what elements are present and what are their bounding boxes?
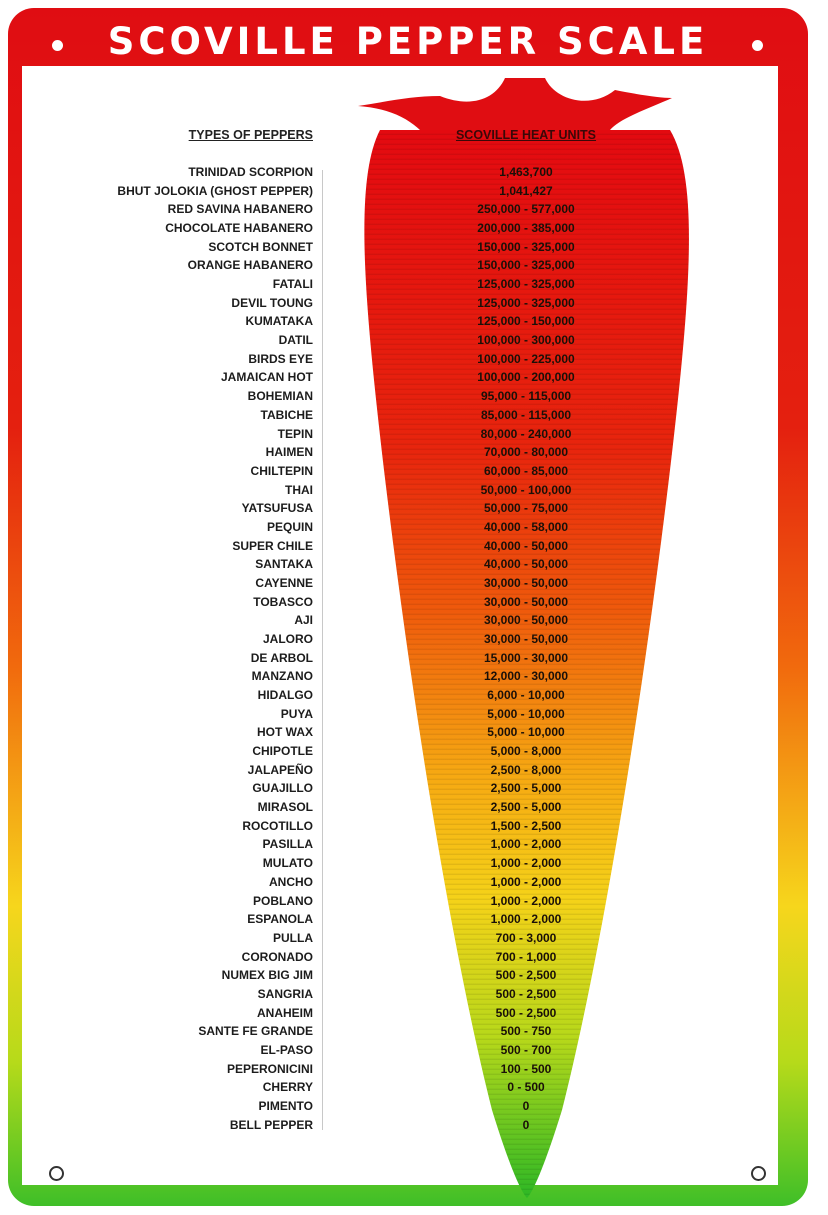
pepper-name: NUMEX BIG JIM (221, 968, 313, 983)
pepper-row (0, 219, 828, 238)
pepper-heat-units: 50,000 - 75,000 (483, 501, 569, 516)
pepper-row (0, 1004, 828, 1023)
pepper-name: CHERRY (262, 1080, 313, 1095)
pepper-row (0, 854, 828, 873)
pepper-heat-units: 125,000 - 150,000 (477, 314, 575, 329)
pepper-name: THAI (285, 482, 313, 497)
pepper-row (0, 910, 828, 929)
pepper-row (0, 1060, 828, 1079)
page-title: SCOVILLE PEPPER SCALE (107, 19, 709, 63)
pepper-heat-units: 200,000 - 385,000 (477, 221, 575, 236)
pepper-row (0, 649, 828, 668)
pepper-row (0, 238, 828, 257)
pepper-name: PASILLA (262, 837, 313, 852)
pepper-name: PEPERONICINI (226, 1061, 313, 1076)
pepper-row (0, 294, 828, 313)
pepper-name: PULLA (273, 930, 313, 945)
pepper-row (0, 574, 828, 593)
pepper-name: CORONADO (241, 949, 313, 964)
pepper-heat-units: 1,000 - 2,000 (490, 893, 562, 908)
pepper-name: TOBASCO (253, 594, 313, 609)
pepper-row (0, 966, 828, 985)
pepper-heat-units: 30,000 - 50,000 (483, 575, 569, 590)
pepper-heat-units: 70,000 - 80,000 (483, 445, 569, 460)
pepper-heat-units: 500 - 750 (500, 1024, 552, 1039)
pepper-name: SCOTCH BONNET (208, 239, 313, 254)
pepper-row (0, 761, 828, 780)
pepper-heat-units: 100 - 500 (500, 1061, 552, 1076)
pepper-name: HIDALGO (257, 688, 313, 703)
pepper-heat-units: 125,000 - 325,000 (477, 295, 575, 310)
pepper-row (0, 873, 828, 892)
pepper-heat-units: 1,000 - 2,000 (490, 874, 562, 889)
pepper-row (0, 985, 828, 1004)
pepper-name: RED SAVINA HABANERO (167, 202, 313, 217)
pepper-row (0, 667, 828, 686)
pepper-name: POBLANO (253, 893, 313, 908)
pepper-heat-units: 250,000 - 577,000 (477, 202, 575, 217)
pepper-row (0, 1116, 828, 1135)
pepper-name: YATSUFUSA (241, 501, 313, 516)
mounting-hole-left (49, 1166, 64, 1181)
pepper-row (0, 350, 828, 369)
pepper-name: PUYA (280, 706, 313, 721)
pepper-name: CHOCOLATE HABANERO (165, 221, 313, 236)
pepper-heat-units: 1,000 - 2,000 (490, 856, 562, 871)
pepper-name: GUAJILLO (252, 781, 313, 796)
pepper-name: HAIMEN (265, 445, 313, 460)
pepper-heat-units: 2,500 - 5,000 (490, 800, 562, 815)
pepper-row (0, 275, 828, 294)
pepper-name: HOT WAX (257, 725, 313, 740)
pepper-heat-units: 150,000 - 325,000 (477, 239, 575, 254)
pepper-row (0, 1041, 828, 1060)
pepper-row (0, 182, 828, 201)
pepper-name: PEQUIN (266, 519, 313, 534)
pepper-heat-units: 80,000 - 240,000 (480, 426, 572, 441)
pepper-row (0, 723, 828, 742)
pepper-name: JAMAICAN HOT (221, 370, 313, 385)
pepper-heat-units: 0 - 500 (507, 1080, 545, 1095)
pepper-name: SANTE FE GRANDE (198, 1024, 313, 1039)
pepper-name: MIRASOL (257, 800, 313, 815)
mounting-hole-right (751, 1166, 766, 1181)
pepper-name: DATIL (278, 333, 313, 348)
pepper-heat-units: 1,000 - 2,000 (490, 912, 562, 927)
pepper-heat-units: 30,000 - 50,000 (483, 613, 569, 628)
pepper-row (0, 462, 828, 481)
pepper-row (0, 798, 828, 817)
pepper-name: BELL PEPPER (229, 1117, 313, 1132)
pepper-row (0, 817, 828, 836)
pepper-row (0, 686, 828, 705)
pepper-heat-units: 40,000 - 58,000 (483, 519, 569, 534)
pepper-heat-units: 95,000 - 115,000 (480, 389, 572, 404)
pepper-row (0, 518, 828, 537)
pepper-row (0, 331, 828, 350)
pepper-name: TEPIN (277, 426, 313, 441)
pepper-heat-units: 500 - 2,500 (495, 986, 557, 1001)
pepper-heat-units: 1,463,700 (499, 165, 553, 179)
pepper-name: MANZANO (251, 669, 313, 684)
pepper-name: ESPANOLA (247, 912, 313, 927)
header-scoville-heat-units: SCOVILLE HEAT UNITS (455, 128, 597, 142)
pepper-name: AJI (294, 613, 313, 628)
pepper-name: TRINIDAD SCORPION (188, 165, 313, 179)
pepper-heat-units: 150,000 - 325,000 (477, 258, 575, 273)
pepper-heat-units: 100,000 - 300,000 (477, 333, 575, 348)
pepper-name: JALORO (262, 632, 313, 646)
pepper-name: MULATO (262, 856, 313, 871)
pepper-row (0, 200, 828, 219)
pepper-row (0, 705, 828, 724)
pepper-row (0, 256, 828, 275)
pepper-heat-units: 2,500 - 5,000 (490, 781, 562, 796)
pepper-name: CAYENNE (255, 575, 313, 590)
pepper-name: BIRDS EYE (248, 351, 313, 366)
pepper-heat-units: 700 - 3,000 (495, 930, 557, 945)
pepper-heat-units: 1,000 - 2,000 (490, 837, 562, 852)
pepper-heat-units: 85,000 - 115,000 (480, 407, 572, 422)
pepper-row (0, 555, 828, 574)
pepper-row (0, 948, 828, 967)
pepper-row (0, 630, 828, 649)
pepper-row (0, 537, 828, 556)
pepper-heat-units: 100,000 - 225,000 (477, 351, 575, 366)
pepper-heat-units: 125,000 - 325,000 (477, 277, 575, 292)
pepper-heat-units: 6,000 - 10,000 (487, 688, 565, 703)
pepper-heat-units: 15,000 - 30,000 (483, 650, 569, 665)
pepper-name: ANAHEIM (257, 1005, 313, 1020)
pepper-row (0, 443, 828, 462)
pepper-name: SANGRIA (257, 986, 313, 1001)
pepper-name: CHILTEPIN (250, 463, 313, 478)
header-types-of-peppers: TYPES OF PEPPERS (188, 128, 313, 142)
pepper-heat-units: 1,041,427 (499, 183, 553, 198)
pepper-heat-units: 500 - 2,500 (495, 968, 557, 983)
pepper-heat-units: 12,000 - 30,000 (483, 669, 569, 684)
pepper-heat-units: 30,000 - 50,000 (483, 632, 569, 646)
pepper-heat-units: 500 - 2,500 (495, 1005, 557, 1020)
pepper-row (0, 779, 828, 798)
pepper-row (0, 499, 828, 518)
pepper-heat-units: 5,000 - 10,000 (487, 706, 565, 721)
pepper-name: ROCOTILLO (242, 818, 313, 833)
pepper-heat-units: 0 (522, 1117, 530, 1132)
pepper-name: BHUT JOLOKIA (GHOST PEPPER) (117, 183, 313, 198)
pepper-row (0, 1078, 828, 1097)
pepper-row (0, 611, 828, 630)
pepper-name: SANTAKA (255, 557, 313, 572)
pepper-name: FATALI (272, 277, 313, 292)
pepper-row (0, 368, 828, 387)
pepper-heat-units: 2,500 - 8,000 (490, 762, 562, 777)
pepper-name: PIMENTO (258, 1099, 313, 1113)
pepper-row (0, 312, 828, 331)
pepper-heat-units: 40,000 - 50,000 (483, 538, 569, 553)
pepper-row (0, 1022, 828, 1041)
pepper-row (0, 835, 828, 854)
pepper-row (0, 892, 828, 911)
pepper-row (0, 406, 828, 425)
pepper-heat-units: 100,000 - 200,000 (477, 370, 575, 385)
pepper-name: CHIPOTLE (252, 744, 313, 759)
pepper-name: DEVIL TOUNG (231, 295, 313, 310)
pepper-heat-units: 500 - 700 (500, 1042, 552, 1057)
pepper-heat-units: 0 (522, 1099, 530, 1113)
pepper-row (0, 593, 828, 612)
pepper-heat-units: 60,000 - 85,000 (483, 463, 569, 478)
pepper-name: KUMATAKA (245, 314, 313, 329)
pepper-heat-units: 700 - 1,000 (495, 949, 557, 964)
pepper-row (0, 425, 828, 444)
pepper-row (0, 387, 828, 406)
pepper-heat-units: 5,000 - 10,000 (487, 725, 565, 740)
pepper-name: SUPER CHILE (232, 538, 313, 553)
pepper-name: BOHEMIAN (247, 389, 313, 404)
pepper-name: TABICHE (260, 407, 313, 422)
pepper-row (0, 1097, 828, 1116)
pepper-name: EL-PASO (260, 1042, 313, 1057)
pepper-name: ANCHO (269, 874, 313, 889)
pepper-heat-units: 40,000 - 50,000 (483, 557, 569, 572)
pepper-heat-units: 50,000 - 100,000 (480, 482, 572, 497)
pepper-heat-units: 30,000 - 50,000 (483, 594, 569, 609)
pepper-row (0, 742, 828, 761)
pepper-row (0, 481, 828, 500)
pepper-row (0, 163, 828, 182)
pepper-row (0, 929, 828, 948)
pepper-name: DE ARBOL (250, 650, 313, 665)
pepper-name: JALAPEÑO (247, 762, 313, 777)
pepper-name: ORANGE HABANERO (187, 258, 313, 273)
pepper-heat-units: 5,000 - 8,000 (490, 744, 562, 759)
pepper-heat-units: 1,500 - 2,500 (490, 818, 562, 833)
